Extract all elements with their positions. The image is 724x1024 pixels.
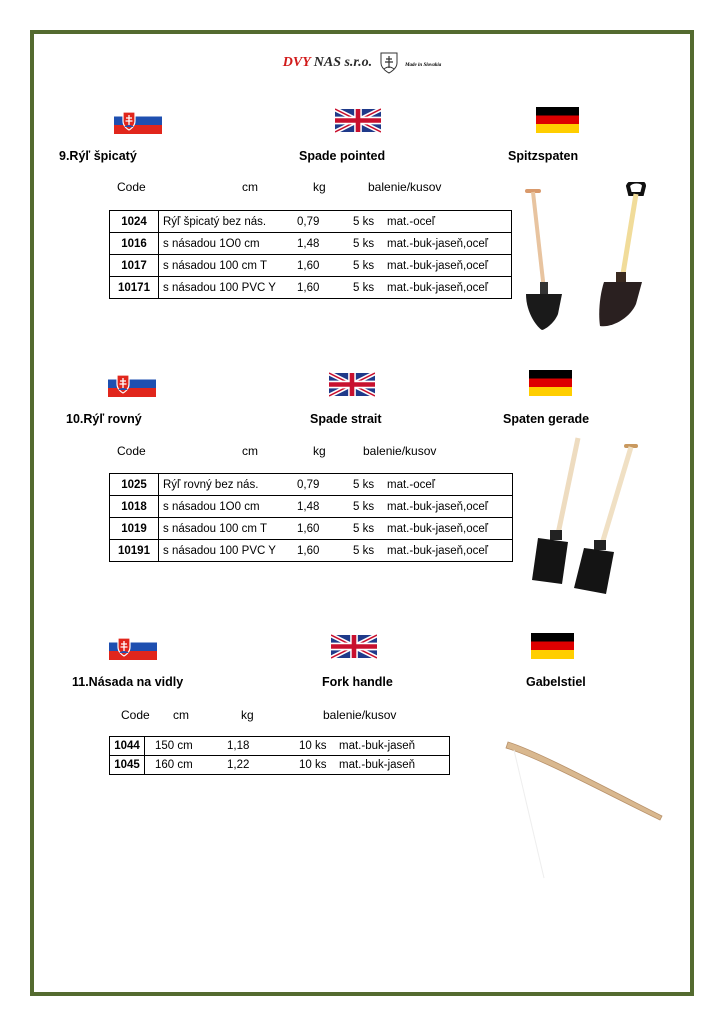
column-pack: balenie/kusov [323, 708, 397, 722]
brand-name: DVY NAS s.r.o. [282, 55, 373, 70]
row-pack: 10 ks [299, 740, 327, 752]
row-pack: 5 ks [353, 544, 375, 557]
row-material: mat.-buk-jaseň,oceľ [387, 522, 489, 535]
row-kg: 1,60 [297, 522, 320, 535]
product-table [109, 736, 450, 775]
section-title-sk: 11.Násada na vidly [72, 675, 184, 689]
row-details [159, 211, 512, 233]
table-row [110, 540, 513, 562]
row-kg: 1,60 [297, 259, 320, 272]
row-desc: s násadou 100 cm T [163, 522, 267, 535]
german-flag-icon [536, 107, 579, 133]
slovak-flag-icon [108, 371, 156, 397]
row-kg: 1,60 [297, 544, 320, 557]
column-pack: balenie/kusov [363, 444, 437, 458]
column-code: Code [117, 444, 146, 458]
row-code: 10171 [110, 277, 159, 299]
section-title-de: Gabelstiel [526, 675, 586, 689]
section-title-de: Spitzspaten [508, 149, 579, 163]
row-details [159, 518, 513, 540]
table-row [110, 496, 513, 518]
row-pack: 5 ks [353, 281, 375, 294]
row-code: 1044 [110, 737, 145, 756]
section-title-en: Spade pointed [299, 149, 386, 163]
row-desc: s násadou 100 cm T [163, 259, 267, 272]
column-pack: balenie/kusov [368, 180, 442, 194]
row-desc: s násadou 100 PVC Y [163, 544, 276, 557]
column-kg: kg [241, 708, 254, 722]
column-cm: cm [242, 180, 258, 194]
fork-handle-picture [500, 730, 670, 880]
row-material: mat.-buk-jaseň,oceľ [387, 237, 489, 250]
row-kg: 1,22 [227, 759, 250, 771]
row-details [159, 277, 512, 299]
row-cm: 160 cm [155, 759, 193, 771]
table-row [110, 474, 513, 496]
column-code: Code [117, 180, 146, 194]
product-table [109, 473, 513, 562]
slovak-flag-icon [109, 634, 157, 660]
row-kg: 1,48 [297, 500, 320, 513]
column-cm: cm [242, 444, 258, 458]
row-kg: 1,18 [227, 740, 250, 752]
row-pack: 10 ks [299, 759, 327, 771]
column-kg: kg [313, 444, 326, 458]
table-row [110, 255, 512, 277]
row-desc: Rýľ rovný bez nás. [163, 478, 259, 491]
row-details [159, 233, 512, 255]
section-title-sk: 9.Rýľ špicatý [59, 149, 137, 163]
row-material: mat.-buk-jaseň,oceľ [387, 500, 489, 513]
row-desc: s násadou 1O0 cm [163, 500, 260, 513]
row-details [159, 255, 512, 277]
straight-spade-picture [528, 434, 638, 594]
row-material: mat.-buk-jaseň [339, 759, 416, 771]
row-material: mat.-oceľ [387, 478, 436, 491]
row-material: mat.-buk-jaseň,oceľ [387, 281, 489, 294]
row-code: 1017 [110, 255, 159, 277]
row-desc: Rýľ špicatý bez nás. [163, 215, 267, 228]
row-code: 1016 [110, 233, 159, 255]
table-row [110, 737, 450, 756]
row-material: mat.-buk-jaseň [339, 740, 416, 752]
page-header [0, 52, 724, 74]
row-pack: 5 ks [353, 478, 375, 491]
german-flag-icon [531, 633, 574, 659]
table-row [110, 756, 450, 775]
row-code: 1024 [110, 211, 159, 233]
row-pack: 5 ks [353, 215, 375, 228]
row-pack: 5 ks [353, 500, 375, 513]
row-code: 1019 [110, 518, 159, 540]
row-code: 1045 [110, 756, 145, 775]
row-pack: 5 ks [353, 259, 375, 272]
row-code: 1018 [110, 496, 159, 518]
row-details [159, 540, 513, 562]
table-row [110, 518, 513, 540]
row-kg: 0,79 [297, 478, 320, 491]
row-cm: 150 cm [155, 740, 193, 752]
row-material: mat.-buk-jaseň,oceľ [387, 544, 489, 557]
row-details [145, 737, 450, 756]
row-desc: s násadou 100 PVC Y [163, 281, 276, 294]
row-code: 1025 [110, 474, 159, 496]
section-title-de: Spaten gerade [503, 412, 590, 426]
row-details [145, 756, 450, 775]
table-row [110, 277, 512, 299]
row-pack: 5 ks [353, 522, 375, 535]
uk-flag-icon [331, 634, 377, 659]
table-row [110, 211, 512, 233]
column-cm: cm [173, 708, 189, 722]
uk-flag-icon [335, 108, 381, 133]
product-table [109, 210, 512, 299]
table-row [110, 233, 512, 255]
german-flag-icon [529, 370, 572, 396]
row-material: mat.-oceľ [387, 215, 436, 228]
section-title-en: Fork handle [322, 675, 393, 689]
coat-of-arms-icon [380, 52, 398, 74]
row-details [159, 474, 513, 496]
row-kg: 1,48 [297, 237, 320, 250]
column-kg: kg [313, 180, 326, 194]
row-kg: 1,60 [297, 281, 320, 294]
pointed-spade-picture [518, 182, 668, 332]
row-desc: s násadou 1O0 cm [163, 237, 260, 250]
row-details [159, 496, 513, 518]
row-kg: 0,79 [297, 215, 320, 228]
section-title-en: Spade strait [310, 412, 382, 426]
slovak-flag-icon [114, 108, 162, 134]
row-material: mat.-buk-jaseň,oceľ [387, 259, 489, 272]
section-title-sk: 10.Rýľ rovný [66, 412, 142, 426]
uk-flag-icon [329, 372, 375, 397]
row-code: 10191 [110, 540, 159, 562]
row-pack: 5 ks [353, 237, 375, 250]
made-in-label: Made in Slovakia [405, 63, 442, 68]
column-code: Code [121, 708, 150, 722]
